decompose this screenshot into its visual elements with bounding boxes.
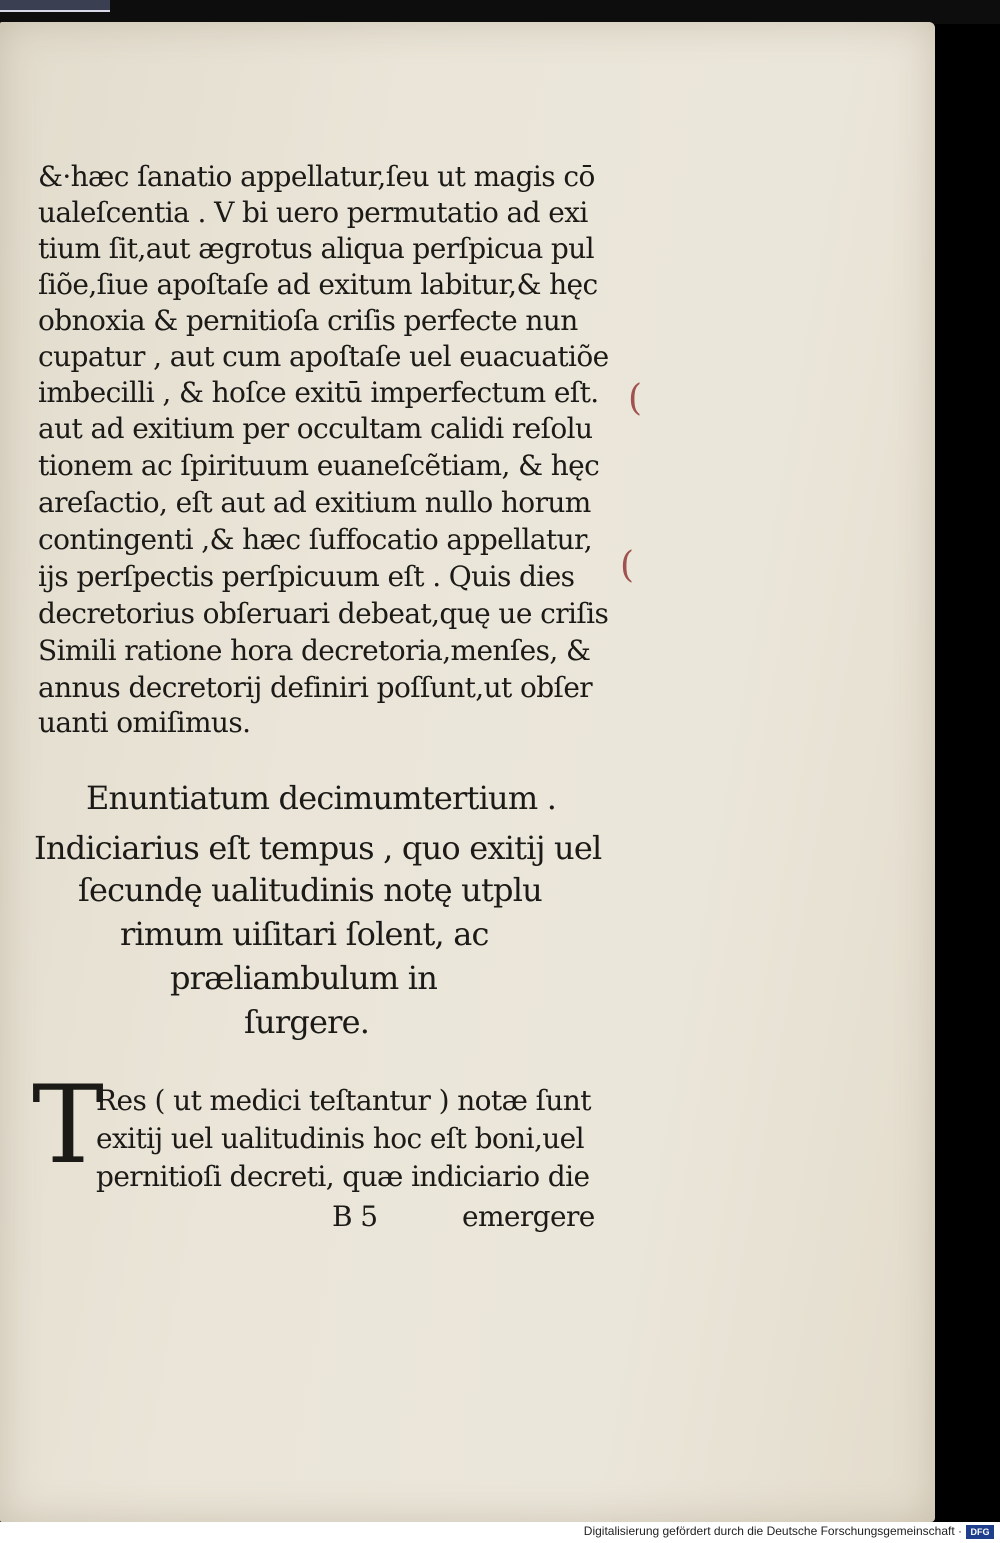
paragraph-line: Res ( ut medici teſtantur ) notæ ſunt (96, 1084, 591, 1117)
body-line: annus decretorij definiri poſſunt,ut obſer (38, 671, 593, 704)
body-line: obnoxia & pernitioſa criſis perfecte nun (38, 304, 578, 337)
drop-cap: T (32, 1063, 105, 1188)
section-heading-line: præliambulum in (170, 959, 438, 997)
section-heading-line: Indiciarius eſt tempus , quo exitij uel (34, 829, 602, 867)
section-heading-line: rimum uiſitari ſolent, ac (120, 915, 489, 953)
funding-credit: Digitalisierung gefördert durch die Deutsche Forschungsgemeinschaft · (583, 1524, 962, 1538)
signature-mark: B 5 (332, 1200, 378, 1233)
body-line: ualeſcentia . V bi uero permutatio ad exi (38, 196, 588, 229)
catchword: emergere (462, 1200, 595, 1233)
margin-mark: ( (620, 545, 635, 586)
body-line: areſactio, eſt aut ad exitium nullo horum (38, 486, 591, 519)
section-heading-line: ſurgere. (244, 1003, 370, 1041)
body-line: ijs perſpectis perſpicuum eſt . Quis dies (38, 560, 575, 593)
body-line: contingenti ,& hæc ſuffocatio appellatur, (38, 523, 593, 556)
top-scan-edge (0, 0, 1000, 24)
body-line: Simili ratione hora decretoria,menſes, & (38, 634, 591, 667)
book-tab (0, 0, 110, 12)
paragraph-line: exitij uel ualitudinis hoc eſt boni,uel (96, 1122, 585, 1155)
dfg-logo-icon: DFG (966, 1525, 994, 1539)
body-line: tionem ac ſpirituum euaneſcẽtiam, & hęc (38, 449, 600, 482)
body-line: cupatur , aut cum apoſtaſe uel euacuatiõe (38, 340, 609, 373)
body-line: decretorius obſeruari debeat,quę ue criſis (38, 597, 609, 630)
margin-mark: ( (628, 378, 643, 419)
body-line: ſiõe,ſiue apoſtaſe ad exitum labitur,& hęc (38, 268, 598, 301)
body-line: imbecilli , & hoſce exitū imperfectum eſt. (38, 376, 599, 409)
body-line: aut ad exitium per occultam calidi reſolu (38, 412, 593, 445)
section-heading-line: ſecundę ualitudinis notę utplu (78, 871, 542, 909)
paragraph-line: pernitioſi decreti, quæ indiciario die (96, 1160, 590, 1193)
section-heading-line: Enuntiatum decimumtertium . (86, 779, 557, 817)
body-line: tium ſit,aut ægrotus aliqua perſpicua pul (38, 232, 594, 265)
body-line: uanti omiſimus. (38, 706, 251, 739)
digitization-footer (0, 1522, 1000, 1543)
body-line: &·hæc ſanatio appellatur,ſeu ut magis cō (38, 160, 595, 193)
